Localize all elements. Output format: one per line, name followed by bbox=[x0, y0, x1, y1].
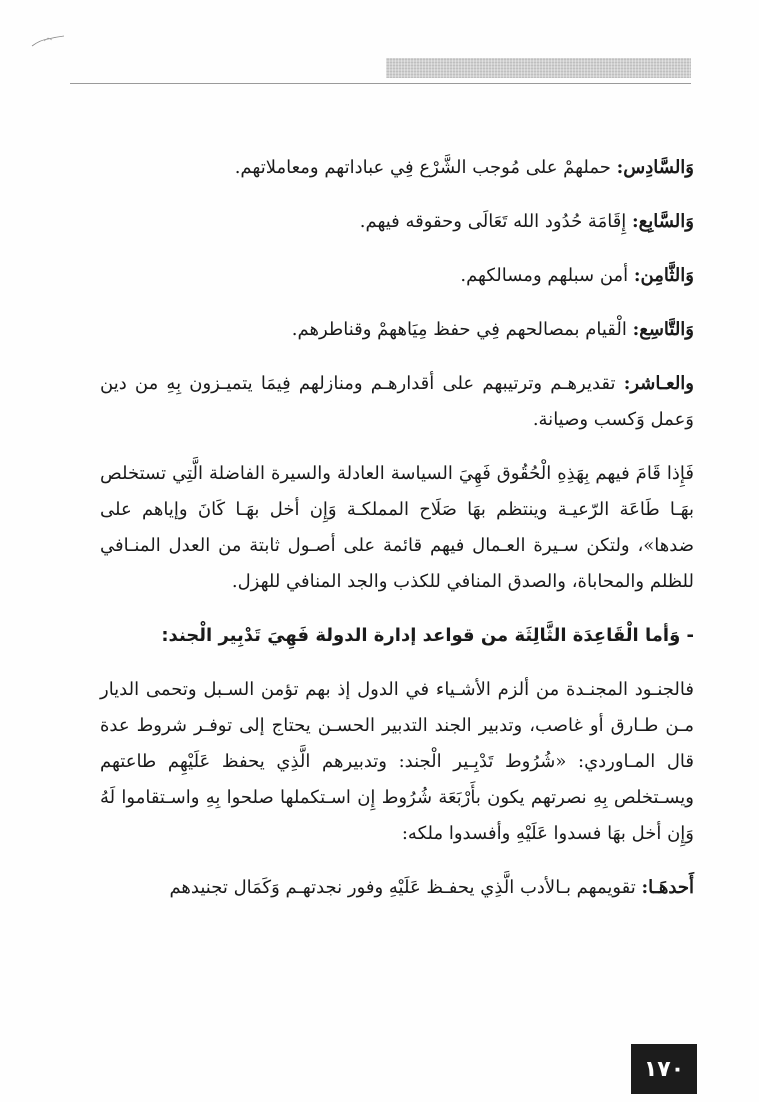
paragraph-text: أمن سبلهم ومسالكهم. bbox=[460, 265, 634, 286]
page-body bbox=[100, 150, 694, 906]
paragraph-text: تقويمهم بـالأدب الَّذِي يحفـظ عَلَيْهِ وفور نجدتهـم وَكَمَال تجنيدهم bbox=[169, 877, 642, 898]
paragraph-text: تقديرهـم وترتيبهم على أقدارهـم ومنازلهم فِيمَا يتميـزون بِهِ من دين وَعمل وَكسب وصيانة. bbox=[100, 373, 694, 430]
paragraph-ninth bbox=[100, 312, 694, 348]
paragraph-text: حملهمْ على مُوجب الشَّرْع فِي عباداتهم ومعاملاتهم. bbox=[234, 157, 617, 178]
paragraph-text: فَإِذا قَامَ فيهم بِهَذِهِ الْحُقُوق فَهِيَ السياسة العادلة والسيرة الفاضلة الَّتِي تستخلص بهَـا طَاعَة الرّعيـة وينتظم بهَا صَلَاح المملكـة وَإِن أخل بهَـا كَانَ وإياهم على ضدها»، ولتكن سـيرة العـمال فيهم قائمة على أصـول ثابتة من العدل المنـافي للظلم والمحاباة، والصدق المنافي للكذب والجد المنافي للهزل. bbox=[100, 463, 694, 592]
header-decorative-band bbox=[386, 58, 691, 78]
paragraph-text: فالجنـود المجنـدة من ألزم الأشـياء في الدول إذ بهم تؤمن السـبل وتحمى الديار مـن طـارق أو غاصب، وتدبير الجند التدبير الحسـن يحتاج إلى توفـر شروط عدة قال المـاوردي: «شُرُوط تَدْبِـير الْجند: وتدبيرهم الَّذِي يحفظ عَلَيْهِم طاعتهم ويسـتخلص بِهِ نصرتهم يكون بأَرْبَعَة شُرُوط إِن اسـتكملها صلحوا بِهِ واسـتقاموا لَهُ وَإِن أخل بهَا فسدوا عَلَيْهِ وأفسدوا ملكه: bbox=[100, 679, 694, 844]
paragraph-eighth bbox=[100, 258, 694, 294]
paragraph-seventh bbox=[100, 204, 694, 240]
paragraph-lead: وَالسَّابِع: bbox=[632, 211, 694, 232]
paragraph-lead: وَالسَّادِس: bbox=[616, 157, 694, 178]
paragraph-first-condition bbox=[100, 870, 694, 906]
page-header bbox=[70, 52, 691, 86]
section-heading-third-rule: - وَأما الْقَاعِدَة الثَّالِثَة من قواعد إدارة الدولة فَهِيَ تَدْبِير الْجند: bbox=[161, 625, 694, 646]
paragraph-soldiers bbox=[100, 672, 694, 852]
header-rule bbox=[70, 83, 691, 84]
paragraph-lead: وَالثَّامِن: bbox=[633, 265, 694, 286]
paragraph-lead: وَالتَّاسِع: bbox=[632, 319, 694, 340]
paragraph-justice-conclusion bbox=[100, 456, 694, 600]
paragraph-lead: والعـاشر: bbox=[623, 373, 694, 394]
paragraph-sixth bbox=[100, 150, 694, 186]
page-number: ١٧٠ bbox=[643, 1056, 685, 1082]
paragraph-text: الْقيام بمصالحهم فِي حفظ مِيَاههمْ وقناطرهم. bbox=[291, 319, 633, 340]
corner-smudge-mark bbox=[30, 34, 66, 48]
paragraph-lead: أَحدهَـا: bbox=[641, 877, 694, 898]
paragraph-text: إِقَامَة حُدُود الله تَعَالَى وحقوقه فيهم. bbox=[359, 211, 633, 232]
page-number-badge bbox=[631, 1044, 697, 1094]
paragraph-tenth bbox=[100, 366, 694, 438]
